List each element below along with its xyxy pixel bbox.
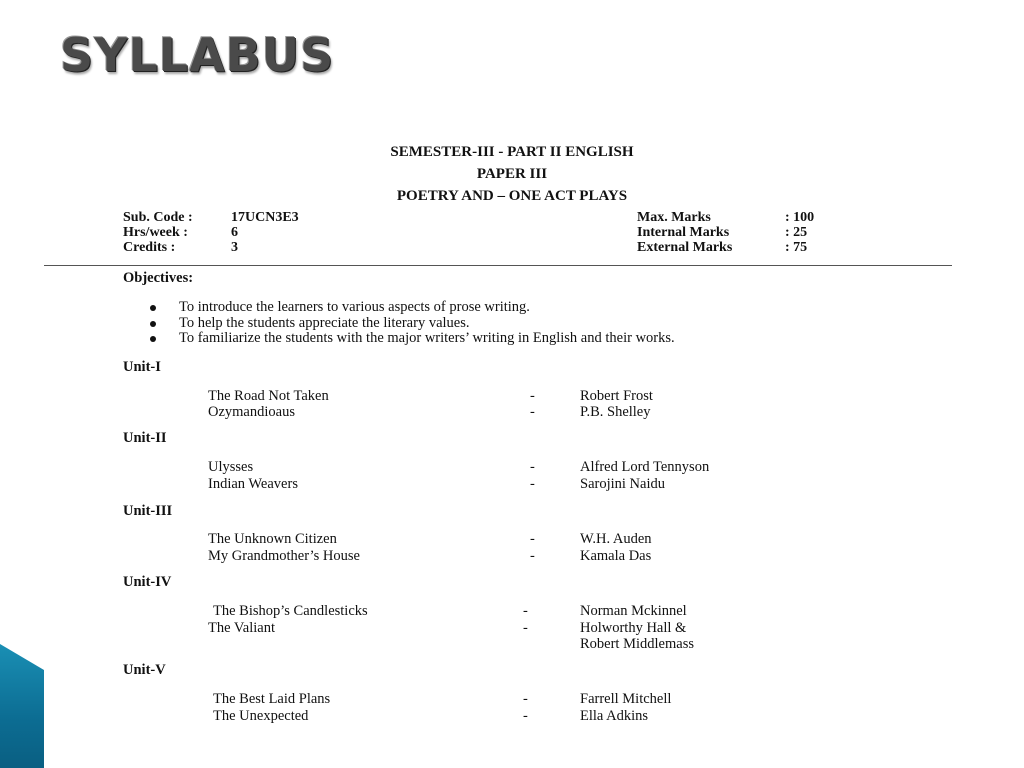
unit-heading: Unit-I bbox=[123, 359, 161, 375]
work-separator: - bbox=[523, 620, 528, 636]
unit-heading: Unit-II bbox=[123, 430, 167, 446]
sub-code-row bbox=[123, 210, 299, 225]
work-title: The Unexpected bbox=[213, 708, 309, 724]
work-title: The Valiant bbox=[208, 620, 275, 636]
work-author: Norman Mckinnel bbox=[580, 603, 687, 619]
external-marks-label: External Marks bbox=[637, 240, 733, 255]
slide-title: SYLLABUS bbox=[60, 28, 335, 82]
credits-value: 3 bbox=[231, 240, 238, 255]
unit-heading: Unit-III bbox=[123, 503, 173, 519]
work-title: The Road Not Taken bbox=[208, 388, 329, 404]
work-title: Ulysses bbox=[208, 459, 254, 475]
objectives-heading: Objectives: bbox=[123, 270, 194, 286]
max-marks-row: Max. Marks : 100 bbox=[637, 210, 815, 225]
divider-line bbox=[44, 265, 952, 266]
work-author: Robert Frost bbox=[580, 388, 653, 404]
paper-heading: PAPER III bbox=[476, 166, 548, 182]
work-title: My Grandmother’s House bbox=[208, 548, 360, 564]
external-marks-value: 75 bbox=[793, 240, 808, 255]
credits-row bbox=[123, 240, 299, 255]
internal-marks-row: Internal Marks : 25 bbox=[637, 225, 808, 240]
work-separator: - bbox=[530, 531, 535, 547]
unit-heading: Unit-V bbox=[123, 662, 166, 678]
work-author: Alfred Lord Tennyson bbox=[580, 459, 710, 475]
work-title: Indian Weavers bbox=[208, 476, 298, 492]
objective-item: To familiarize the students with the major writers’ writing in English and their works. bbox=[150, 331, 675, 347]
objective-item: To introduce the learners to various aspects of prose writing. bbox=[150, 300, 675, 316]
bullet-icon bbox=[150, 321, 156, 327]
work-separator: - bbox=[530, 476, 535, 492]
work-author: Sarojini Naidu bbox=[580, 476, 665, 492]
work-author: Farrell Mitchell bbox=[580, 691, 672, 707]
work-title: Ozymandioaus bbox=[208, 404, 295, 420]
sub-code-label: Sub. Code : bbox=[123, 210, 193, 225]
work-author: Ella Adkins bbox=[580, 708, 649, 724]
objective-item: To help the students appreciate the literary values. bbox=[150, 316, 675, 332]
work-author: W.H. Auden bbox=[580, 531, 652, 547]
work-separator: - bbox=[530, 459, 535, 475]
max-marks-label: Max. Marks bbox=[637, 210, 711, 225]
internal-marks-label: Internal Marks bbox=[637, 225, 730, 240]
internal-marks-value: 25 bbox=[793, 225, 808, 240]
hrs-week-row bbox=[123, 225, 299, 240]
work-separator: - bbox=[523, 708, 528, 724]
credits-label: Credits : bbox=[123, 240, 176, 255]
external-marks-row: External Marks : 75 bbox=[637, 240, 808, 255]
bullet-icon bbox=[150, 336, 156, 342]
course-meta-left bbox=[123, 210, 299, 255]
hrs-week-label: Hrs/week : bbox=[123, 225, 188, 240]
work-separator: - bbox=[523, 691, 528, 707]
work-title: The Bishop’s Candlesticks bbox=[213, 603, 368, 619]
work-author: Kamala Das bbox=[580, 548, 652, 564]
sub-code-value: 17UCN3E3 bbox=[231, 210, 299, 225]
work-author: Robert Middlemass bbox=[580, 636, 694, 652]
work-author: Holworthy Hall & bbox=[580, 620, 687, 636]
course-meta-right bbox=[637, 210, 814, 255]
bullet-icon bbox=[150, 305, 156, 311]
semester-heading: SEMESTER-III - PART II ENGLISH bbox=[390, 144, 634, 160]
work-title: The Best Laid Plans bbox=[213, 691, 331, 707]
max-marks-value: 100 bbox=[793, 210, 815, 225]
work-separator: - bbox=[530, 404, 535, 420]
work-separator: - bbox=[523, 603, 528, 619]
work-author: P.B. Shelley bbox=[580, 404, 651, 420]
unit-heading: Unit-IV bbox=[123, 574, 172, 590]
work-separator: - bbox=[530, 388, 535, 404]
hrs-week-value: 6 bbox=[231, 225, 238, 240]
work-title: The Unknown Citizen bbox=[208, 531, 337, 547]
work-separator: - bbox=[530, 548, 535, 564]
objectives-list bbox=[150, 300, 675, 347]
course-title-heading: POETRY AND – ONE ACT PLAYS bbox=[396, 188, 628, 204]
